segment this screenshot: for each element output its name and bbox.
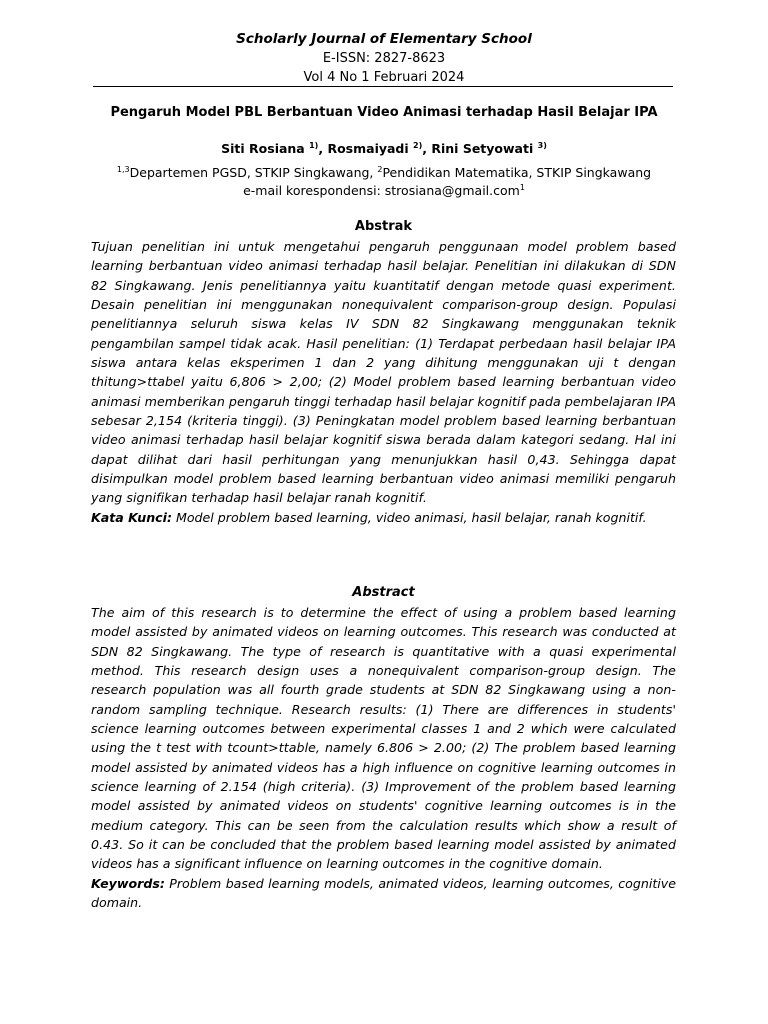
correspondence-email (60, 182, 708, 200)
kata-kunci (91, 508, 676, 527)
author-superscript: 1) (309, 141, 319, 150)
kata-kunci-label: Kata Kunci: (91, 509, 172, 525)
affiliations (60, 164, 708, 200)
keywords-label: Keywords: (91, 875, 165, 891)
author-list: Siti Rosiana $^{1)}$, Rosmaiyadi $^{2)}$, Rini Setyowati $^{3)}$ (221, 141, 547, 156)
email-superscript: 1 (519, 183, 525, 192)
affiliation-superscript: 1,3 (116, 165, 130, 174)
keywords (91, 874, 676, 913)
affiliation-dept-2: Pendidikan Matematika, STKIP Singkawang (382, 165, 652, 180)
abstract-heading: Abstract (352, 585, 415, 600)
author-name: Siti Rosiana (221, 141, 305, 156)
kata-kunci-text: Model problem based learning, video animasi, hasil belajar, ranah kognitif. (171, 509, 647, 525)
paper-title: Pengaruh Model PBL Berbantuan Video Animasi terhadap Hasil Belajar IPA (110, 105, 658, 120)
keywords-text: Problem based learning models, animated videos, learning outcomes, cognitive domain. (91, 875, 676, 911)
abstrak-heading: Abstrak (354, 219, 413, 234)
abstrak-body: Tujuan penelitian ini untuk mengetahui pengaruh penggunaan model problem based learning berbantuan video animasi terhadap hasil belajar. Penelitian ini dilakukan di SDN 82 Singkawang. Jenis penelitiannya yaitu kuantitatif dengan metode quasi experiment. Desain penelitian ini menggunakan nonequivalent comparison-group design. Populasi penelitiannya seluruh siswa kelas IV SDN 82 Singkawang menggunakan teknik pengambilan sampel tidak acak. Hasil penelitian: (1) Terdapat perbedaan hasil belajar IPA siswa antara kelas eksperimen 1 dan 2 yang dihitung menggunakan uji t dengan thitung>ttabel yaitu 6,806 > 2,00; (2) Model problem based learning berbantuan video animasi memberikan pengaruh tinggi terhadap hasil belajar kognitif pada pembelajaran IPA sebesar 2,154 (kriteria tinggi). (3) Peningkatan model problem based learning berbantuan video animasi terhadap hasil belajar kognitif siswa berada dalam kategori sedang. Hal ini dapat dilihat dari hasil perhitungan yang menunjukkan hasil 0,43. Sehingga dapat disimpulkan model problem based learning berbantuan video animasi memiliki pengaruh yang signifikan terhadap hasil belajar ranah kognitif. (91, 239, 676, 506)
author-superscript: 3) (537, 141, 547, 150)
journal-volume: Vol 4 No 1 Februari 2024 (303, 70, 465, 85)
journal-issn: E-ISSN: 2827-8623 (322, 51, 446, 66)
affiliation-superscript: 2 (377, 165, 383, 174)
abstrak-section (91, 218, 676, 527)
abstract-section (91, 584, 676, 913)
author-superscript: 2) (413, 141, 423, 150)
author-name: Rini Setyowati (431, 141, 534, 156)
header-divider (93, 86, 673, 87)
email-text: e-mail korespondensi: strosiana@gmail.com (243, 183, 520, 198)
journal-header (0, 30, 768, 87)
abstract-body: The aim of this research is to determine the effect of using a problem based learning model assisted by animated videos on learning outcomes. This research was conducted at SDN 82 Singkawang. The type of research is quantitative with a quasi experimental method. This research design uses a nonequivalent comparison-group design. The research population was all fourth grade students at SDN 82 Singkawang using a non-random sampling technique. Research results: (1) There are differences in students' science learning outcomes between experimental classes 1 and 2 which were calculated using the t test with tcount>ttable, namely 6.806 > 2.00; (2) The problem based learning model assisted by animated videos has a high influence on cognitive learning outcomes in science learning of 2.154 (high criteria). (3) Improvement of the problem based learning model assisted by animated videos on students' cognitive learning outcomes is in the medium category. This can be seen from the calculation results which show a result of 0.43. So it can be concluded that the problem based learning model assisted by animated videos has a significant influence on learning outcomes in the cognitive domain. (91, 605, 676, 872)
author-name: Rosmaiyadi (327, 141, 409, 156)
affiliation-dept-1: Departemen PGSD, STKIP Singkawang, (129, 165, 378, 180)
affiliation-line (60, 164, 708, 182)
journal-title: Scholarly Journal of Elementary School (236, 31, 532, 47)
